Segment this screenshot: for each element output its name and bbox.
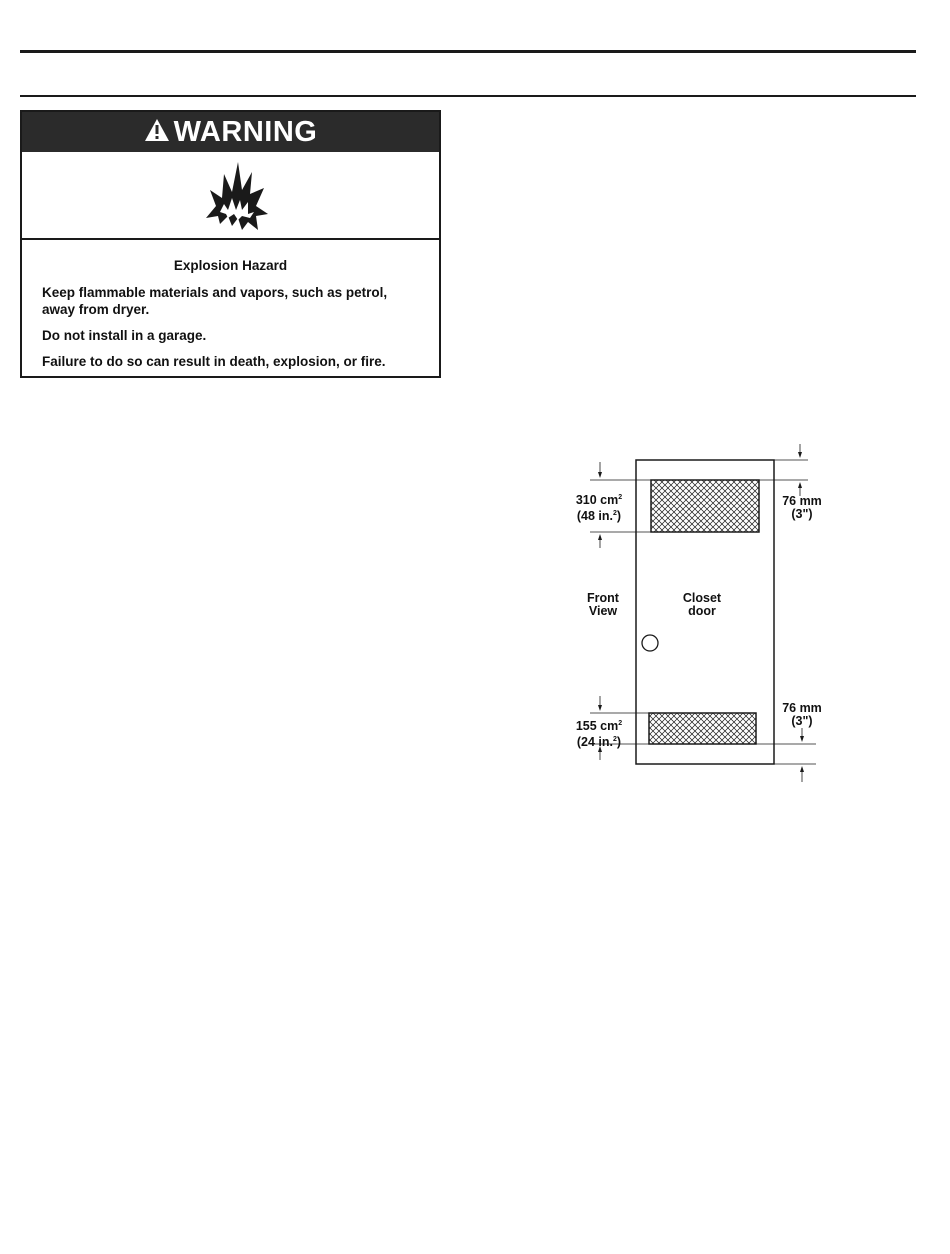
top-clearance-label: 76 mm (3") (782, 494, 822, 521)
top-vent-area-label: 310 $cm^2$ (48 in.$^2$) (575, 493, 623, 524)
section-rule (20, 95, 916, 97)
warning-line: Do not install in a garage. (42, 328, 207, 343)
closet-door-label: Closet door (682, 591, 722, 618)
hazard-heading: Explosion Hazard (173, 258, 288, 273)
warning-header (22, 112, 439, 152)
top-vent (651, 480, 759, 532)
front-view-label: Front View (587, 591, 619, 618)
warning-triangle-icon (144, 118, 170, 147)
bottom-vent (649, 713, 756, 744)
warning-text (22, 242, 439, 370)
door-knob (642, 635, 658, 651)
warning-line: Keep flammable materials and vapors, such as petrol, away from dryer. (42, 285, 388, 317)
warning-title: WARNING (173, 115, 318, 148)
hazard-symbol-panel (22, 152, 439, 240)
bottom-clearance-label: 76 mm (3") (782, 701, 822, 728)
warning-line: Failure to do so can result in death, explosion, or fire. (42, 354, 386, 369)
bottom-vent-area-label: 155 $cm^2$ (24 in.$^2$) (575, 719, 623, 750)
warning-box (20, 110, 441, 378)
closet-door-diagram (560, 440, 860, 800)
top-rule (20, 50, 916, 53)
explosion-icon (202, 160, 272, 232)
